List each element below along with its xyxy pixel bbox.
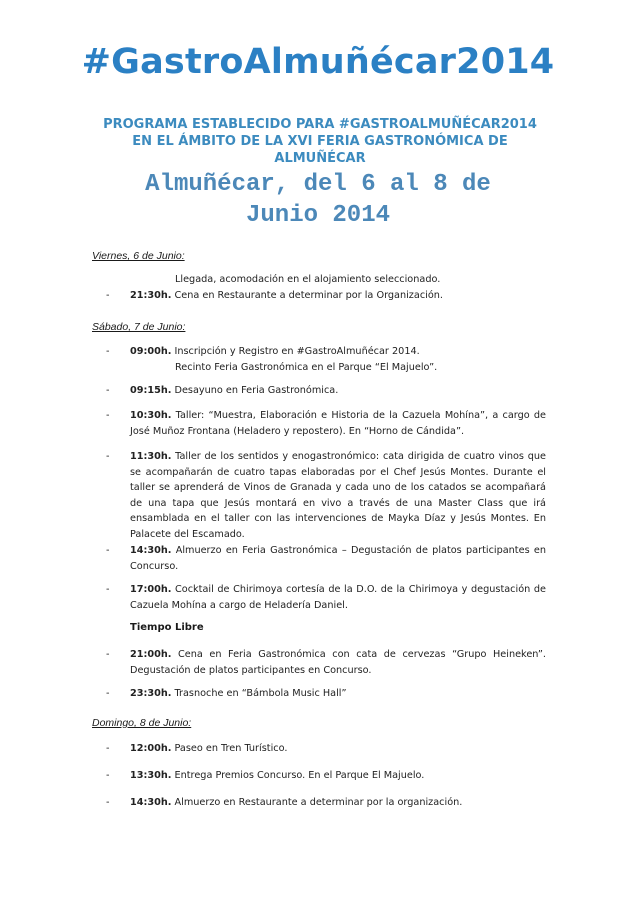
schedule-item — [106, 344, 546, 375]
item-time: 17:00h. — [130, 584, 172, 595]
dates-line: Junio 2014 — [245, 202, 391, 229]
item-text: Cocktail de Chirimoya cortesía de la D.O. de la Chirimoya y degustación de Cazuela Mohína a cargo de Heladería Daniel. — [130, 584, 546, 611]
list-dash: - — [106, 770, 110, 781]
item-text: Inscripción y Registro en #GastroAlmuñécar 2014. — [171, 346, 420, 357]
item-time: 21:00h. — [130, 649, 172, 660]
list-dash: - — [106, 584, 110, 595]
list-dash: - — [106, 797, 110, 808]
item-text: Cena en Feria Gastronómica con cata de cervezas “Grupo Heineken”. Degustación de platos participantes en Concurso. — [130, 649, 546, 676]
item-text: Taller: “Muestra, Elaboración e Historia de la Cazuela Mohína”, a cargo de José Muñoz Frontana (Heladero y repostero). En “Horno de Cándida”. — [130, 410, 546, 437]
item-text: Almuerzo en Restaurante a determinar por la organización. — [171, 797, 463, 808]
item-time: 21:30h. — [130, 290, 172, 301]
friday-intro: Llegada, acomodación en el alojamiento seleccionado. — [175, 274, 441, 285]
subtitle-line: PROGRAMA ESTABLECIDO PARA #GASTROALMUÑÉCAR2014 — [103, 117, 537, 132]
list-dash: - — [106, 649, 110, 660]
list-dash: - — [106, 290, 110, 301]
page-title: #GastroAlmuñécar2014 — [81, 42, 555, 82]
schedule-item — [106, 408, 546, 439]
item-text-line2: Recinto Feria Gastronómica en el Parque “El Majuelo”. — [175, 361, 438, 373]
subtitle-line: EN EL ÁMBITO DE LA XVI FERIA GASTRONÓMICA DE — [132, 134, 508, 149]
schedule-item — [106, 449, 546, 542]
list-dash: - — [106, 688, 110, 699]
item-time: 10:30h. — [130, 410, 172, 421]
schedule-item — [106, 795, 546, 811]
subtitle-line: ALMUÑÉCAR — [274, 151, 366, 166]
schedule-item — [106, 383, 546, 399]
item-text: Cena en Restaurante a determinar por la Organización. — [171, 290, 443, 301]
list-dash: - — [106, 385, 110, 396]
list-dash: - — [106, 410, 110, 421]
list-dash: - — [106, 743, 110, 754]
item-text: Taller de los sentidos y enogastronómico: cata dirigida de cuatro vinos que se acompañarán de cuatro tapas elaboradas por el Chef Jesús Montes. Durante el taller se aprenderá de Vinos de Granada y cada uno de los catados se acompañará de una tapa que Jesús montará en vivo a través de una Master Class que irá ensamblada en el taller con las intervenciones de Mayka Díaz y Jesús Montes. En Palacete del Escamado. — [130, 451, 546, 540]
event-dates — [60, 169, 576, 231]
item-time: 09:00h. — [130, 346, 172, 357]
schedule-item — [106, 768, 546, 784]
list-dash: - — [106, 545, 110, 556]
item-text: Almuerzo en Feria Gastronómica – Degustación de platos participantes en Concurso. — [130, 545, 546, 572]
schedule-item — [106, 647, 546, 678]
item-time: 09:15h. — [130, 385, 172, 396]
item-text: Entrega Premios Concurso. En el Parque El Majuelo. — [171, 770, 425, 781]
schedule-item — [106, 741, 546, 757]
schedule-item — [106, 686, 546, 702]
dates-line: Almuñécar, del 6 al 8 de — [145, 171, 491, 198]
free-time-label: Tiempo Libre — [130, 622, 204, 633]
item-text: Paseo en Tren Turístico. — [171, 743, 288, 754]
item-time: 14:30h. — [130, 545, 172, 556]
day-heading-sunday: Domingo, 8 de Junio: — [92, 717, 192, 729]
schedule-item — [106, 582, 546, 613]
schedule-item — [106, 543, 546, 574]
program-subtitle — [100, 116, 540, 167]
item-time: 23:30h. — [130, 688, 172, 699]
item-text: Desayuno en Feria Gastronómica. — [171, 385, 339, 396]
list-dash: - — [106, 346, 110, 357]
item-time: 14:30h. — [130, 797, 172, 808]
day-heading-saturday: Sábado, 7 de Junio: — [92, 321, 186, 333]
day-heading-friday: Viernes, 6 de Junio: — [92, 250, 185, 262]
item-time: 13:30h. — [130, 770, 172, 781]
item-time: 12:00h. — [130, 743, 172, 754]
item-time: 11:30h. — [130, 451, 172, 462]
schedule-item — [106, 288, 546, 304]
list-dash: - — [106, 451, 110, 462]
item-text: Trasnoche en “Bámbola Music Hall” — [171, 688, 347, 699]
